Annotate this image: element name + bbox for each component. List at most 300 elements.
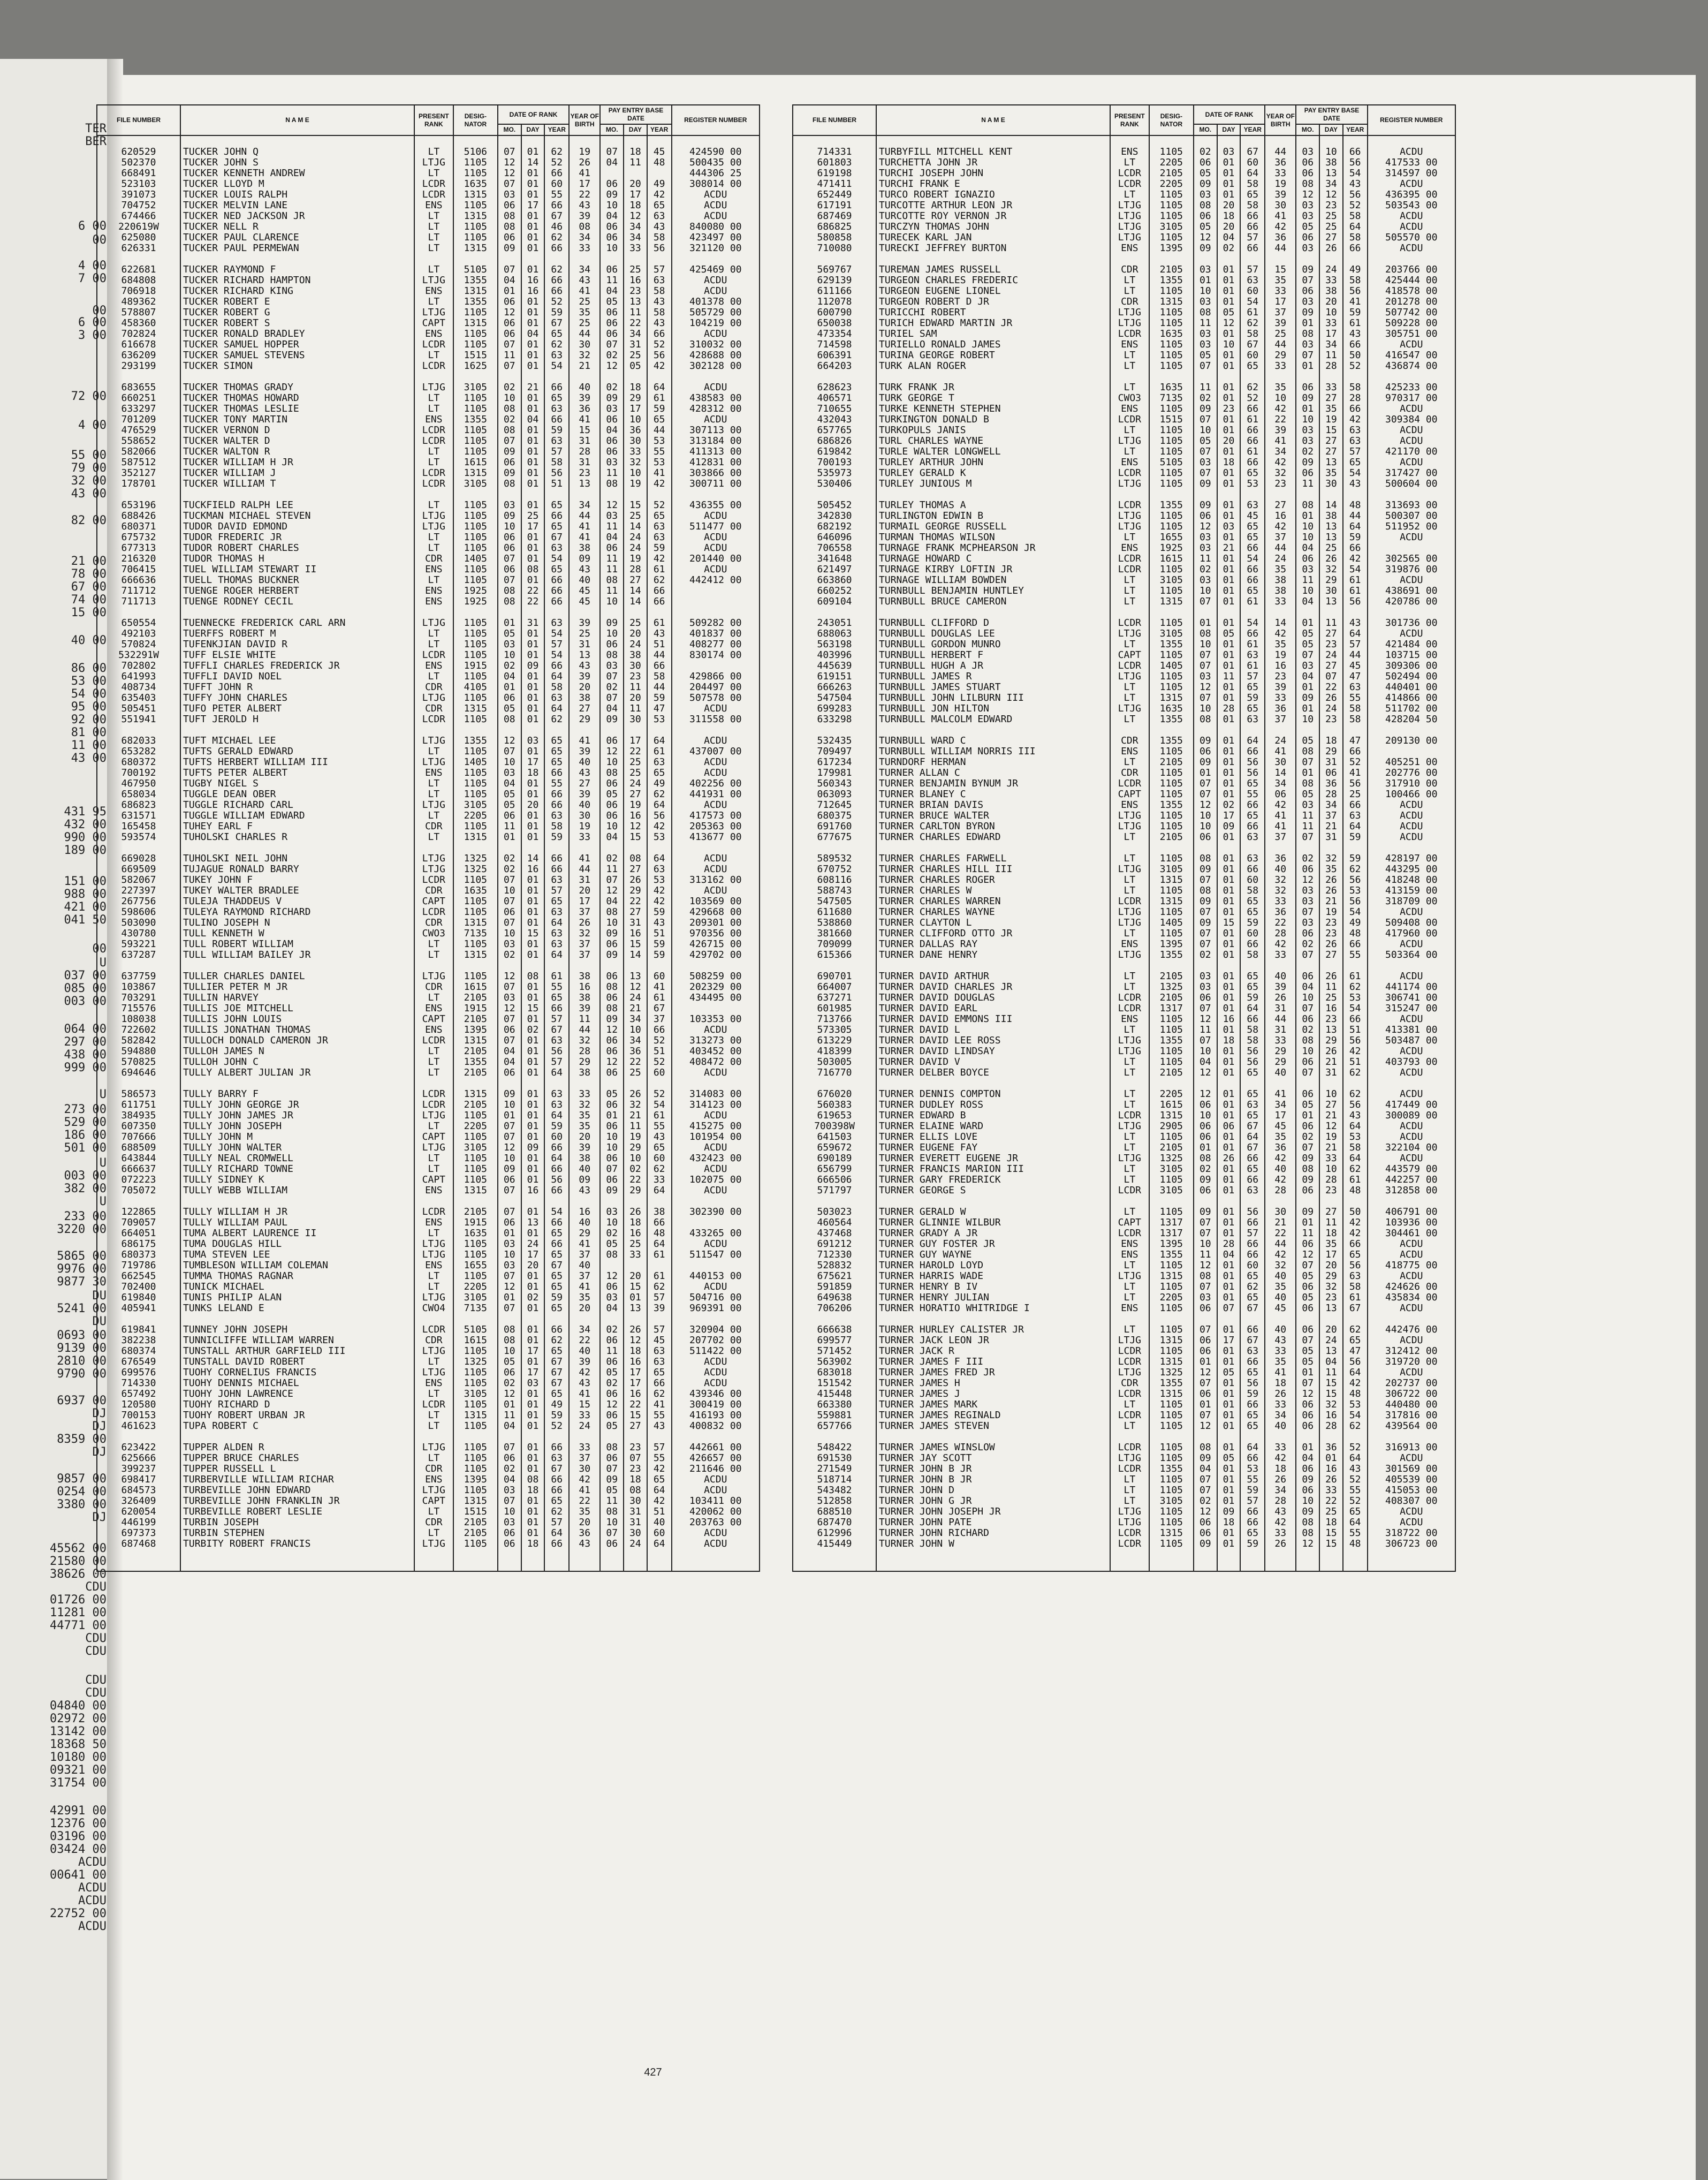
- birth-year: 31: [569, 457, 600, 468]
- rank-year: 65: [1240, 1410, 1265, 1421]
- designator: 3105: [1149, 222, 1194, 232]
- register-number: ACDU: [672, 1068, 760, 1078]
- table-row: [793, 596, 1455, 607]
- pay-day: 10: [1319, 1164, 1343, 1175]
- file-number: 666506: [793, 1175, 876, 1185]
- pay-day: 25: [1319, 1507, 1343, 1517]
- officer-name: TUCKER ROBERT S: [180, 318, 414, 329]
- rank-year: 62: [544, 339, 569, 350]
- present-rank: LT: [414, 393, 453, 404]
- spacer-cell: [180, 1314, 414, 1324]
- rank-month: 08: [498, 211, 521, 222]
- spacer-cell: [453, 725, 498, 736]
- rank-day: 01: [1217, 1389, 1241, 1399]
- table-row: [793, 1346, 1455, 1357]
- pay-month: 01: [600, 1110, 624, 1121]
- present-rank: LTJG: [1110, 1507, 1149, 1517]
- rank-day: 17: [521, 1250, 545, 1260]
- file-number: 619842: [793, 446, 876, 457]
- table-row: [97, 264, 760, 275]
- previous-page-fragment: 79 00: [71, 461, 107, 475]
- designator: 1315: [1149, 1528, 1194, 1539]
- rank-day: 01: [1217, 993, 1241, 1003]
- pay-day: 14: [624, 596, 647, 607]
- previous-page-fragment: 21580 00: [50, 1555, 107, 1568]
- register-number: 103569 00: [672, 896, 760, 907]
- rank-month: 08: [1194, 307, 1217, 318]
- pay-day: 35: [1319, 864, 1343, 875]
- pay-day: 14: [624, 950, 647, 960]
- rank-year: 52: [544, 1421, 569, 1432]
- officer-name: TUCKER THOMAS GRADY: [180, 382, 414, 393]
- pay-month: 06: [1296, 1121, 1319, 1132]
- designator: 1105: [1149, 1303, 1194, 1314]
- previous-page-fragment: 189 00: [64, 844, 107, 857]
- file-number: 711713: [97, 596, 180, 607]
- rank-year: 57: [544, 1057, 569, 1068]
- pay-year: 61: [1343, 971, 1368, 982]
- table-row: [793, 1025, 1455, 1035]
- designator: 1105: [453, 1421, 498, 1432]
- file-number: 637759: [97, 971, 180, 982]
- pay-day: 34: [624, 222, 647, 232]
- rank-month: 06: [498, 532, 521, 543]
- rank-year: 57: [544, 639, 569, 650]
- pay-year: 54: [1343, 468, 1368, 479]
- present-rank: LT: [1110, 639, 1149, 650]
- register-number: 425469 00: [672, 264, 760, 275]
- table-row: [793, 586, 1455, 596]
- rank-day: 01: [521, 404, 545, 414]
- birth-year: 39: [569, 1003, 600, 1014]
- pay-day: 18: [624, 200, 647, 211]
- designator: 2905: [1149, 1121, 1194, 1132]
- table-row: [97, 446, 760, 457]
- rank-day: 07: [1217, 1303, 1241, 1314]
- birth-year: 34: [1265, 1100, 1296, 1110]
- rank-month: 07: [1194, 1217, 1217, 1228]
- present-rank: CDR: [1110, 736, 1149, 746]
- rank-day: 02: [1217, 243, 1241, 254]
- present-rank: LCDR: [414, 190, 453, 200]
- present-rank: CWO3: [414, 928, 453, 939]
- register-number: 314083 00: [672, 1089, 760, 1100]
- spacer-cell: [1240, 489, 1265, 500]
- register-number: ACDU: [1368, 1453, 1455, 1464]
- rank-month: 06: [498, 1367, 521, 1378]
- table-row: [97, 1474, 760, 1485]
- rank-year: 66: [1240, 1250, 1265, 1260]
- table-row: [97, 564, 760, 575]
- spacer-cell: [876, 1549, 1110, 1571]
- register-number: 507578 00: [672, 693, 760, 703]
- pay-month: 08: [600, 575, 624, 586]
- pay-month: 10: [600, 821, 624, 832]
- pay-month: 10: [600, 918, 624, 928]
- spacer-cell: [1319, 607, 1343, 618]
- table-row: [793, 393, 1455, 404]
- table-row: [97, 1142, 760, 1153]
- pay-year: 42: [647, 821, 672, 832]
- register-number: 314123 00: [672, 1100, 760, 1110]
- register-number: [672, 1217, 760, 1228]
- officer-name: TURCO ROBERT IGNAZIO: [876, 190, 1110, 200]
- rank-day: 01: [521, 789, 545, 800]
- officer-name: TULLY JOHN GEORGE JR: [180, 1100, 414, 1110]
- table-row: [97, 800, 760, 811]
- file-number: 710080: [793, 243, 876, 254]
- file-number: 227397: [97, 885, 180, 896]
- pay-year: 65: [647, 1474, 672, 1485]
- register-number: 412831 00: [672, 457, 760, 468]
- register-number: 508259 00: [672, 971, 760, 982]
- pay-day: 32: [1319, 1282, 1343, 1292]
- spacer-cell: [544, 1314, 569, 1324]
- file-number: 151542: [793, 1378, 876, 1389]
- present-rank: LTJG: [414, 1239, 453, 1250]
- pay-year: 60: [647, 971, 672, 982]
- rank-day: 17: [521, 1346, 545, 1357]
- pay-day: 12: [624, 821, 647, 832]
- pay-year: 48: [1343, 1389, 1368, 1399]
- rank-month: 09: [1194, 736, 1217, 746]
- rank-day: 01: [1217, 1410, 1241, 1421]
- spacer-cell: [876, 372, 1110, 382]
- pay-month: 05: [1296, 1292, 1319, 1303]
- rank-month: 02: [498, 382, 521, 393]
- table-row: [97, 1110, 760, 1121]
- rank-day: 17: [521, 521, 545, 532]
- table-row: [793, 1282, 1455, 1292]
- pay-year: 41: [1343, 768, 1368, 778]
- rank-day: 01: [521, 479, 545, 489]
- birth-year: 40: [1265, 1292, 1296, 1303]
- birth-year: 36: [1265, 157, 1296, 168]
- rank-day: 01: [1217, 190, 1241, 200]
- birth-year: 16: [1265, 511, 1296, 521]
- register-number: ACDU: [672, 275, 760, 286]
- pay-month: 01: [1296, 1442, 1319, 1453]
- table-row: [97, 971, 760, 982]
- designator: 1105: [1149, 682, 1194, 693]
- spacer-cell: [1217, 254, 1241, 264]
- spacer-cell: [1296, 1078, 1319, 1089]
- birth-year: 32: [569, 1035, 600, 1046]
- rank-year: 66: [1240, 1217, 1265, 1228]
- rank-day: 01: [1217, 714, 1241, 725]
- pay-day: 07: [624, 1453, 647, 1464]
- rank-month: 03: [1194, 339, 1217, 350]
- designator: 1515: [1149, 414, 1194, 425]
- birth-year: 30: [1265, 757, 1296, 768]
- register-number: 440401 00: [1368, 682, 1455, 693]
- rank-month: 06: [1194, 1303, 1217, 1314]
- pay-year: 47: [1343, 1346, 1368, 1357]
- rank-day: 01: [521, 650, 545, 661]
- rank-year: 55: [544, 982, 569, 993]
- file-number: 586573: [97, 1089, 180, 1100]
- register-number: ACDU: [1368, 1153, 1455, 1164]
- birth-year: 28: [569, 1046, 600, 1057]
- birth-year: 33: [1265, 168, 1296, 179]
- spacer-cell: [672, 725, 760, 736]
- spacer-cell: [521, 960, 545, 971]
- officer-name: TURNER DAVID LINDSAY: [876, 1046, 1110, 1057]
- file-number: 677675: [793, 832, 876, 843]
- spacer-cell: [1368, 725, 1455, 736]
- pay-month: 01: [1296, 361, 1319, 372]
- birth-year: 35: [1265, 275, 1296, 286]
- pay-month: 07: [1296, 1335, 1319, 1346]
- officer-name: TULLIN HARVEY: [180, 993, 414, 1003]
- spacer-cell: [453, 254, 498, 264]
- pay-month: 11: [1296, 1228, 1319, 1239]
- rank-year: 63: [544, 928, 569, 939]
- present-rank: LT: [414, 243, 453, 254]
- pay-month: 06: [600, 436, 624, 446]
- register-number: 840080 00: [672, 222, 760, 232]
- register-number: 442476 00: [1368, 1324, 1455, 1335]
- group-spacer: [793, 489, 1455, 500]
- rank-day: 01: [521, 671, 545, 682]
- pay-year: 52: [1343, 1496, 1368, 1507]
- group-spacer: [793, 843, 1455, 853]
- previous-page-fragment: 438 00: [64, 1048, 107, 1062]
- previous-page-fragment: 0693 00: [57, 1329, 107, 1342]
- pay-month: 02: [1296, 939, 1319, 950]
- group-spacer: [97, 1314, 760, 1324]
- rank-month: 12: [1194, 800, 1217, 811]
- rank-year: 64: [544, 1153, 569, 1164]
- rank-year: 66: [1240, 243, 1265, 254]
- officer-name: TULL WILLIAM BAILEY JR: [180, 950, 414, 960]
- pay-year: 63: [647, 521, 672, 532]
- register-number: 319720 00: [1368, 1357, 1455, 1367]
- rank-month: 11: [1194, 1250, 1217, 1260]
- rank-month: 02: [1194, 564, 1217, 575]
- previous-page-fragment: 18368 50: [50, 1738, 107, 1751]
- pay-year: 57: [1343, 446, 1368, 457]
- pay-month: 09: [1296, 1153, 1319, 1164]
- rank-day: 01: [521, 1068, 545, 1078]
- designator: 1105: [453, 436, 498, 446]
- officer-name: TURK FRANK JR: [876, 382, 1110, 393]
- birth-year: 22: [1265, 918, 1296, 928]
- birth-year: 26: [1265, 1389, 1296, 1399]
- rank-day: 01: [521, 821, 545, 832]
- register-number: 102075 00: [672, 1175, 760, 1185]
- designator: 1355: [1149, 1378, 1194, 1389]
- birth-year: 34: [569, 1324, 600, 1335]
- officer-name: TURNER DALLAS RAY: [876, 939, 1110, 950]
- pay-month: 09: [1296, 1207, 1319, 1217]
- birth-year: 41: [569, 1239, 600, 1250]
- pay-day: 13: [624, 1303, 647, 1314]
- designator: 1515: [453, 350, 498, 361]
- officer-name: TURNAGE WILLIAM BOWDEN: [876, 575, 1110, 586]
- spacer-cell: [1217, 1314, 1241, 1324]
- rank-day: 18: [1217, 211, 1241, 222]
- pay-year: 62: [1343, 982, 1368, 993]
- spacer-cell: [414, 372, 453, 382]
- rank-year: 58: [1240, 200, 1265, 211]
- designator: 1315: [453, 468, 498, 479]
- designator: 5105: [453, 264, 498, 275]
- present-rank: CDR: [414, 821, 453, 832]
- register-number: 420062 00: [672, 1507, 760, 1517]
- designator: 1105: [453, 907, 498, 918]
- rank-year: 61: [544, 971, 569, 982]
- register-number: ACDU: [672, 757, 760, 768]
- officer-name: TUFT JEROLD H: [180, 714, 414, 725]
- spacer-cell: [544, 725, 569, 736]
- rank-day: 04: [1217, 1250, 1241, 1260]
- pay-day: 23: [1319, 714, 1343, 725]
- rank-year: 66: [1240, 404, 1265, 414]
- pay-day: 26: [1319, 554, 1343, 564]
- pay-month: 02: [600, 1324, 624, 1335]
- pay-month: 10: [600, 1132, 624, 1142]
- rank-month: 07: [498, 1207, 521, 1217]
- pay-year: 63: [1343, 436, 1368, 446]
- spacer-cell: [647, 135, 672, 147]
- present-rank: LT: [1110, 1025, 1149, 1035]
- rank-month: 12: [498, 1142, 521, 1153]
- register-number: 417960 00: [1368, 928, 1455, 939]
- rank-day: 01: [521, 211, 545, 222]
- register-number: 511952 00: [1368, 521, 1455, 532]
- rank-year: 57: [544, 885, 569, 896]
- pay-year: 56: [1343, 190, 1368, 200]
- file-number: 611751: [97, 1100, 180, 1110]
- pay-day: 04: [1319, 1357, 1343, 1367]
- spacer-cell: [1265, 1196, 1296, 1207]
- rank-day: 01: [1217, 425, 1241, 436]
- officer-name: TULLY NEAL CROMWELL: [180, 1153, 414, 1164]
- designator: 7135: [453, 1303, 498, 1314]
- designator: 1105: [453, 778, 498, 789]
- pay-year: 44: [647, 650, 672, 661]
- spacer-cell: [414, 1196, 453, 1207]
- present-rank: LT: [1110, 532, 1149, 543]
- table-row: [793, 1089, 1455, 1100]
- pay-day: 17: [624, 736, 647, 746]
- pay-year: 42: [647, 1496, 672, 1507]
- rank-day: 01: [521, 1100, 545, 1110]
- register-number: [672, 1003, 760, 1014]
- rank-month: 12: [1194, 1014, 1217, 1025]
- register-number: ACDU: [1368, 1335, 1455, 1346]
- spacer-cell: [544, 1432, 569, 1442]
- table-row: [97, 811, 760, 821]
- officer-name: TURNER EDWARD B: [876, 1110, 1110, 1121]
- spacer-cell: [1343, 372, 1368, 382]
- spacer-cell: [1194, 1549, 1217, 1571]
- rank-day: 31: [521, 618, 545, 629]
- pay-day: 30: [624, 661, 647, 671]
- officer-name: TURNER EVERETT EUGENE JR: [876, 1153, 1110, 1164]
- pay-month: 03: [600, 1292, 624, 1303]
- register-number: 318709 00: [1368, 896, 1455, 907]
- table-row: [97, 1303, 760, 1314]
- pay-year: 54: [1343, 907, 1368, 918]
- pay-year: 64: [1343, 1153, 1368, 1164]
- spacer-cell: [569, 1549, 600, 1571]
- birth-year: 33: [1265, 1528, 1296, 1539]
- header-present-rank: PRESENT RANK: [1110, 105, 1149, 135]
- rank-year: 56: [544, 1175, 569, 1185]
- officer-name: TUCKER RAYMOND F: [180, 264, 414, 275]
- table-row: [793, 1528, 1455, 1539]
- pay-day: 25: [1319, 993, 1343, 1003]
- present-rank: LT: [414, 1164, 453, 1175]
- file-number: 405941: [97, 1303, 180, 1314]
- file-number: 713766: [793, 1014, 876, 1025]
- table-row: [793, 1303, 1455, 1314]
- pay-month: 06: [600, 1046, 624, 1057]
- pay-year: 62: [1343, 1164, 1368, 1175]
- designator: 1395: [453, 1025, 498, 1035]
- birth-year: 09: [569, 1175, 600, 1185]
- file-number: 705072: [97, 1185, 180, 1196]
- spacer-cell: [1110, 843, 1149, 853]
- rank-year: 66: [544, 661, 569, 671]
- table-row: [97, 671, 760, 682]
- present-rank: ENS: [1110, 1014, 1149, 1025]
- table-row: [793, 264, 1455, 275]
- rank-day: 05: [1217, 307, 1241, 318]
- pay-month: 01: [1296, 404, 1319, 414]
- pay-day: 17: [624, 190, 647, 200]
- rank-year: 65: [1240, 532, 1265, 543]
- rank-month: 09: [1194, 1175, 1217, 1185]
- register-number: 424590 00: [672, 147, 760, 157]
- register-number: 429866 00: [672, 671, 760, 682]
- register-number: ACDU: [672, 1539, 760, 1549]
- pay-day: 33: [1319, 1153, 1343, 1164]
- table-row: [793, 1367, 1455, 1378]
- rank-month: 06: [498, 457, 521, 468]
- table-row: [793, 671, 1455, 682]
- present-rank: LCDR: [414, 714, 453, 725]
- rank-year: 62: [544, 147, 569, 157]
- pay-month: 04: [1296, 982, 1319, 993]
- pay-year: 63: [647, 532, 672, 543]
- table-row: [97, 778, 760, 789]
- pay-year: 52: [1343, 1442, 1368, 1453]
- register-number: ACDU: [1368, 1089, 1455, 1100]
- rank-day: 01: [1217, 1057, 1241, 1068]
- birth-year: 25: [569, 629, 600, 639]
- pay-day: 11: [1319, 1367, 1343, 1378]
- officer-name: TURCHI FRANK E: [876, 179, 1110, 190]
- present-rank: LT: [414, 297, 453, 307]
- register-number: 103936 00: [1368, 1217, 1455, 1228]
- rank-month: 07: [1194, 1378, 1217, 1389]
- spacer-cell: [876, 1314, 1110, 1324]
- officer-name: TURNER JOHN D: [876, 1485, 1110, 1496]
- table-row: [97, 1485, 760, 1496]
- rank-day: 03: [1217, 147, 1241, 157]
- pay-year: 66: [1343, 939, 1368, 950]
- rank-day: 21: [521, 382, 545, 393]
- rank-year: 58: [544, 457, 569, 468]
- pay-year: 66: [647, 1217, 672, 1228]
- file-number: 384935: [97, 1110, 180, 1121]
- group-spacer: [97, 960, 760, 971]
- designator: 1355: [453, 275, 498, 286]
- birth-year: 42: [1265, 800, 1296, 811]
